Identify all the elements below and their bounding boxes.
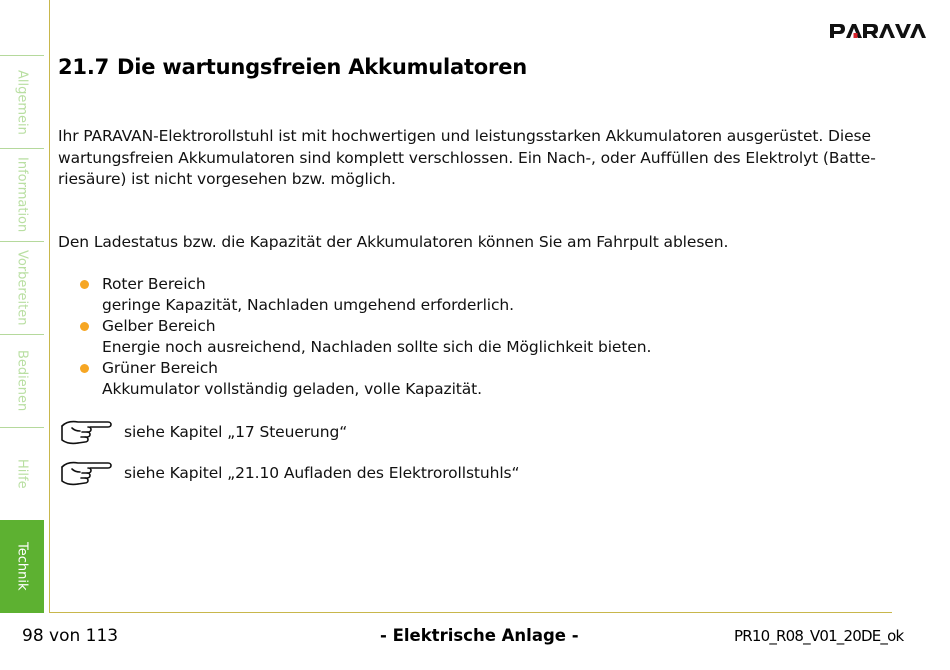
footer-rule [49, 612, 892, 613]
tab-vorbereiten[interactable] [0, 241, 44, 334]
list-item-title: Gelber Bereich [102, 317, 216, 335]
footer-section-title: - Elektrische Anlage - [380, 626, 579, 645]
capacity-list [80, 274, 651, 400]
bullet-dot-icon [80, 364, 89, 373]
intro-line: Ihr PARAVAN-Elektrorollstuhl ist mit hochwertigen und leistungsstarken Akkumulatoren ausgerüstet. Diese [58, 127, 871, 145]
chapter-reference[interactable] [60, 418, 347, 446]
list-item-title: Roter Bereich [102, 275, 206, 293]
list-item-title: Grüner Bereich [102, 359, 218, 377]
tab-hilfe[interactable] [0, 427, 44, 520]
list-item [80, 274, 651, 316]
list-item-text: geringe Kapazität, Nachladen umgehend erforderlich. [102, 296, 514, 314]
tab-label: Vorbereiten [14, 250, 30, 326]
tab-label: Technik [14, 542, 30, 591]
tab-label: Allgemein [14, 69, 30, 135]
section-heading [58, 55, 535, 79]
tab-label: Hilfe [14, 459, 30, 489]
pointing-hand-icon [60, 418, 114, 446]
content-left-rule [49, 0, 50, 613]
list-item [80, 316, 651, 358]
tab-label: Bedienen [14, 350, 30, 412]
section-title: Die wartungsfreien Akkumulatoren [117, 55, 527, 79]
tab-label: Information [14, 157, 30, 233]
pointing-hand-icon [60, 459, 114, 487]
tab-information[interactable] [0, 148, 44, 241]
section-number: 21.7 [58, 55, 110, 79]
status-paragraph: Den Ladestatus bzw. die Kapazität der Akkumulatoren können Sie am Fahrpult ablesen. [58, 233, 729, 251]
chapter-reference[interactable] [60, 459, 519, 487]
list-item-text: Akkumulator vollständig geladen, volle Kapazität. [102, 380, 482, 398]
list-item-text: Energie noch ausreichend, Nachladen sollte sich die Möglichkeit bieten. [102, 338, 652, 356]
bullet-dot-icon [80, 280, 89, 289]
intro-line: wartungsfreien Akkumulatoren sind komplett verschlossen. Ein Nach-, oder Auffüllen des Elektrolyt (Batte- [58, 148, 876, 167]
tab-allgemein[interactable] [0, 55, 44, 148]
bullet-dot-icon [80, 322, 89, 331]
intro-paragraph [58, 126, 898, 191]
reference-text: siehe Kapitel „17 Steuerung“ [124, 423, 348, 441]
tab-technik[interactable] [0, 520, 44, 613]
document-id: PR10_R08_V01_20DE_ok [734, 627, 904, 645]
tab-bedienen[interactable] [0, 334, 44, 427]
paravan-logo [829, 20, 928, 42]
page-number: 98 von 113 [22, 626, 119, 646]
list-item [80, 358, 651, 400]
reference-text: siehe Kapitel „21.10 Aufladen des Elektrorollstuhls“ [124, 464, 520, 482]
intro-line: riesäure) ist nicht vorgesehen bzw. möglich. [58, 170, 396, 188]
